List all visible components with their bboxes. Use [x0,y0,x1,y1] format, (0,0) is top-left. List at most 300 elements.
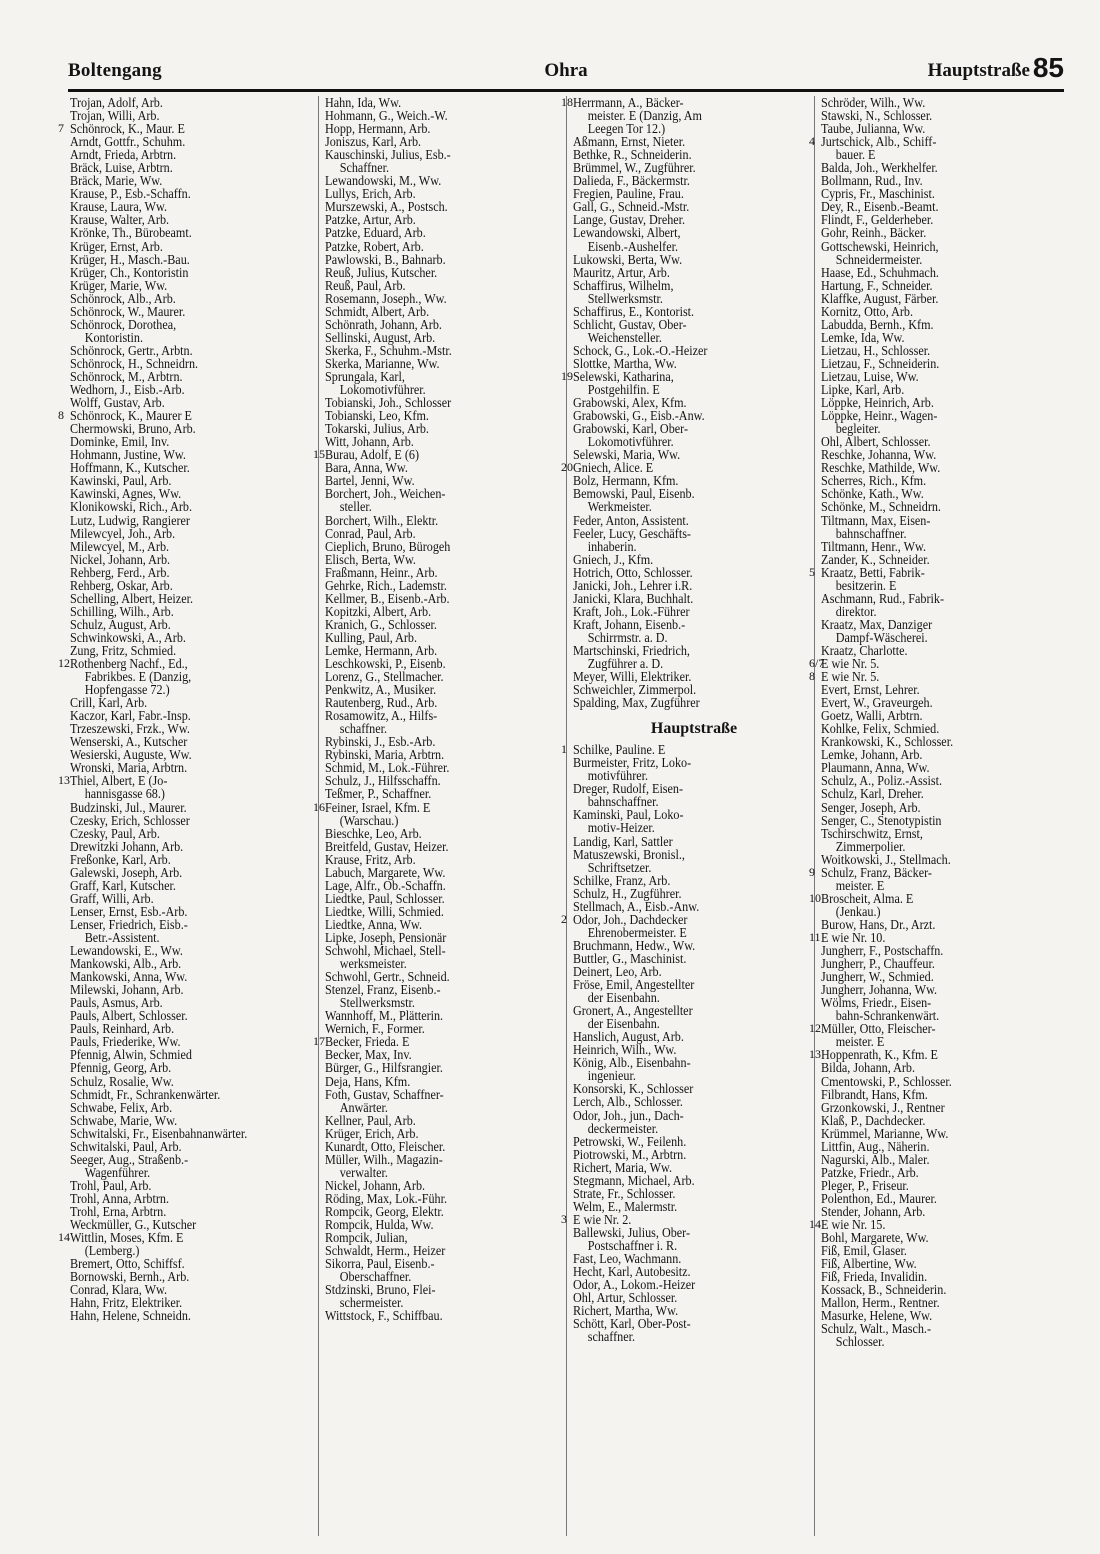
entry-text: Schulz, Walt., Masch.- [821,1321,931,1337]
entry-text: Rybinski, Maria, Arbtrn. [325,747,445,763]
entry-text: Pfennig, Alwin, Schmied [70,1047,193,1063]
entry-text: Bornowski, Bernh., Arb. [70,1269,190,1285]
entry-text: Bruchmann, Hedw., Ww. [573,937,696,953]
entry-text: Meyer, Willi, Elektriker. [573,669,692,685]
entry-text: Joniszus, Karl, Arb. [325,134,422,150]
entry-text: Schulz, Karl, Dreher. [821,786,924,802]
entry-text: Piotrowski, M., Arbtrn. [573,1146,687,1162]
entry-text: Goetz, Walli, Arbtrn. [821,708,923,724]
entry-text: Elisch, Berta, Ww. [325,551,416,567]
entry-text: Trohl, Anna, Arbtrn. [70,1190,169,1206]
entry-text: Rompcik, Georg, Elektr. [325,1203,444,1219]
entry-text: Klaß, P., Dachdecker. [821,1112,926,1128]
entry-text: Kunardt, Otto, Fleischer. [325,1138,446,1154]
entry-text: Zander, K., Schneider. [821,551,930,567]
entry-text: Ballewski, Julius, Ober- [573,1224,691,1240]
entry-text: Patzke, Friedr., Arb. [821,1164,919,1180]
house-number: 15 [313,447,325,462]
entry-text: Skerka, Marianne, Ww. [325,355,440,371]
entry-text: Fraßmann, Heinr., Arb. [325,564,438,580]
entry-text: Gohr, Reinh., Bäcker. [821,225,927,241]
entry-text: Hanslich, August, Arb. [573,1029,684,1045]
entry-text: besitzerin. E [835,577,897,593]
entry-text: Lewandowski, M., Ww. [325,173,442,189]
resident-entry [573,1330,815,1343]
entry-text: Sikorra, Paul, Eisenb.- [325,1256,435,1272]
entry-text: Ehrenobermeister. E [587,924,687,940]
entry-text: Bartel, Jenni, Ww. [325,473,415,489]
entry-text: Kranich, G., Schlosser. [325,616,437,632]
entry-text: bauer. E [835,147,876,163]
entry-text: Gniech, J., Kfm. [573,551,654,567]
entry-text: Lenser, Friedrich, Eisb.- [70,916,188,932]
entry-text: Liedtke, Paul, Schlosser. [325,890,445,906]
entry-text: Schirrmstr. a. D. [587,629,668,645]
entry-text: Milewcyel, Joh., Arb. [70,525,176,541]
entry-text: Borchert, Joh., Weichen- [325,486,446,502]
entry-text: Lokomotivführer. [587,434,674,450]
entry-text: Slottke, Martha, Ww. [573,355,677,371]
entry-text: Ohl, Artur, Schlosser. [573,1290,678,1306]
entry-text: Grzonkowski, J., Rentner [821,1099,945,1115]
entry-text: Müller, Otto, Fleischer- [821,1021,936,1037]
header-rule [68,89,1064,92]
house-number: 11 [809,930,821,944]
entry-text: meister. E [835,877,885,893]
entry-text: Feiner, Israel, Kfm. E [325,799,431,815]
entry-text: Trojan, Adolf, Arb. [70,95,163,110]
entry-text: Selewski, Katharina, [573,368,674,384]
entry-text: begleiter. [835,421,881,437]
entry-text: Deja, Hans, Kfm. [325,1073,411,1089]
entry-text: Trzeszewski, Frzk., Ww. [70,721,190,737]
entry-text: Lietzau, F., Schneiderin. [821,355,940,371]
entry-text: Tschirschwitz, Ernst, [821,825,923,841]
entry-text: Gniech, Alice. E [573,460,654,476]
entry-text: Nagurski, Alb., Maler. [821,1151,930,1167]
entry-text: Borchert, Wilh., Elektr. [325,512,439,528]
entry-text: Kraft, Johann, Eisenb.- [573,616,686,632]
entry-text: Schönrock, M., Arbtrn. [70,368,183,384]
entry-text: Wannhoff, M., Plätterin. [325,1008,444,1024]
entry-text: Weichensteller. [587,329,662,345]
entry-text: Betr.-Assistent. [84,930,160,945]
house-number: 16 [313,799,325,814]
entry-text: Taube, Julianna, Ww. [821,121,926,137]
entry-text: Rompcik, Hulda, Ww. [325,1217,434,1233]
entry-text: Schönrock, K., Maurer E [70,408,192,424]
entry-text: Conrad, Paul, Arb. [325,525,416,541]
header-right-street: Hauptstraße [927,60,1030,81]
entry-text: Welm, E., Malermstr. [573,1198,678,1214]
entry-text: Leschkowski, P., Eisenb. [325,656,446,672]
entry-text: Lange, Gustav, Dreher. [573,212,686,228]
entry-text: E wie Nr. 5. [821,656,880,672]
entry-text: Wolff, Gustav, Arb. [70,395,165,411]
entry-text: Rosamowitz, A., Hilfs- [325,708,438,724]
entry-text: schaffner. [339,721,387,737]
entry-text: Kellner, Paul, Arb. [325,1112,416,1128]
entry-text: Werkmeister. [587,499,652,515]
entry-text: Schött, Karl, Ober-Post- [573,1316,691,1332]
entry-text: Polenthon, Ed., Maurer. [821,1190,937,1206]
entry-text: Schulz, Rosalie, Ww. [70,1073,174,1089]
house-number: 7 [58,121,64,136]
entry-text: König, Alb., Eisenbahn- [573,1055,691,1071]
entry-text: Senger, C., Stenotypistin [821,812,942,828]
entry-text: Schwabe, Marie, Ww. [70,1112,178,1128]
resident-entry [70,1309,316,1322]
entry-text: Matuszewski, Bronisl., [573,846,685,862]
entry-text: Bohl, Margarete, Ww. [821,1230,929,1246]
entry-text: Foth, Gustav, Schaffner- [325,1086,444,1102]
entry-text: Schmid, M., Lok.-Führer. [325,760,450,776]
resident-entry [325,1309,567,1322]
entry-text: Gall, G., Schneid.-Mstr. [573,199,690,215]
entry-text: Landig, Karl, Sattler [573,833,673,849]
entry-text: Tokarski, Julius, Arb. [325,421,429,437]
entry-text: (Warschau.) [339,812,399,828]
entry-text: Wittstock, F., Schiffbau. [325,1308,443,1324]
entry-text: Schaffirus, E., Kontorist. [573,303,695,319]
entry-text: meister. E [835,1034,885,1050]
entry-text: Aschmann, Rud., Fabrik- [821,590,945,606]
entry-text: Hohmann, Justine, Ww. [70,447,186,463]
entry-text: Galewski, Joseph, Arb. [70,864,183,880]
entry-text: Hoppenrath, K., Kfm. E [821,1047,938,1063]
entry-text: Wesierski, Auguste, Ww. [70,747,192,763]
entry-text: Krause, Fritz, Arb. [325,851,416,867]
entry-text: Lipke, Karl, Arb. [821,382,905,398]
entry-text: Penkwitz, A., Musiker. [325,682,437,698]
entry-text: Bremert, Otto, Schiffsf. [70,1256,185,1272]
entry-text: Rothenberg Nachf., Ed., [70,656,188,672]
entry-text: Fast, Leo, Wachmann. [573,1251,682,1267]
entry-text: Lipke, Joseph, Pensionär [325,930,447,945]
entry-text: ingenieur. [587,1068,636,1084]
entry-text: Brümmel, W., Zugführer. [573,160,696,176]
entry-text: schermeister. [339,1295,404,1311]
entry-text: Mankowski, Alb., Arb. [70,956,182,972]
house-number: 14 [58,1230,70,1245]
entry-text: Hecht, Karl, Autobesitz. [573,1264,691,1280]
entry-text: (Lemberg.) [84,1243,140,1259]
entry-text: Deinert, Leo, Arb. [573,964,662,979]
entry-text: Rautenberg, Rud., Arb. [325,695,438,711]
entry-text: Dampf-Wäscherei. [835,629,928,645]
entry-text: Hopp, Hermann, Arb. [325,121,431,137]
entry-text: Trohl, Paul, Arb. [70,1177,152,1193]
entry-text: Leegen Tor 12.) [587,121,666,137]
entry-text: Lewandowski, E., Ww. [70,943,183,959]
entry-text: der Eisenbahn. [587,990,660,1006]
house-number: 17 [313,1034,325,1049]
entry-text: Zugführer a. D. [587,656,664,672]
entry-text: Jungherr, W., Schmied. [821,969,934,985]
entry-text: Krause, Walter, Arb. [70,212,170,228]
entry-text: Hopfengasse 72.) [84,682,170,698]
house-number: 14 [809,1217,821,1232]
entry-text: Lullys, Erich, Arb. [325,186,416,202]
entry-text: Lutz, Ludwig, Rangierer [70,512,190,528]
entry-text: Schlosser. [835,1334,885,1350]
entry-text: werksmeister. [339,956,407,972]
entry-text: Bolz, Hermann, Kfm. [573,473,679,489]
entry-text: Chermowski, Bruno, Arb. [70,421,196,437]
entry-text: Wedhorn, J., Eisb.-Arb. [70,382,185,398]
entry-text: (Jenkau.) [835,903,881,919]
house-number: 10 [809,890,821,905]
entry-text: Reuß, Paul, Arb. [325,277,406,293]
entry-text: der Eisenbahn. [587,1016,660,1032]
entry-text: Broscheit, Alma. E [821,890,914,906]
entry-text: Martschinski, Friedrich, [573,642,690,658]
entry-text: Schönrock, Gertr., Arbtn. [70,342,193,358]
entry-text: Patzke, Eduard, Arb. [325,225,426,241]
entry-text: Schriftsetzer. [587,859,652,875]
entry-text: Burmeister, Fritz, Loko- [573,755,692,771]
entry-text: Schmidt, Albert, Arb. [325,303,430,319]
entry-text: deckermeister. [587,1120,659,1136]
house-number: 12 [58,656,70,671]
entry-text: Kaminski, Paul, Loko- [573,807,684,823]
entry-text: Schönke, M., Schneidrn. [821,499,941,515]
entry-text: Mankowski, Anna, Ww. [70,969,188,985]
entry-text: Schulz, August, Arb. [70,616,171,632]
entry-text: Schelling, Albert, Heizer. [70,590,193,606]
entry-text: Fiß, Frieda, Invalidin. [821,1269,928,1285]
entry-text: Bethke, R., Schneiderin. [573,147,692,163]
entry-text: Bemowski, Paul, Eisenb. [573,486,695,502]
entry-text: Schwohl, Michael, Stell- [325,943,446,959]
entry-text: Lokomotivführer. [339,382,426,398]
house-number: 6/7 [809,656,825,671]
entry-text: Krönke, Th., Bürobeamt. [70,225,192,241]
entry-text: Schneidermeister. [835,251,923,267]
entry-text: Postschaffner i. R. [587,1237,678,1253]
entry-text: Kawinski, Paul, Arb. [70,473,172,489]
entry-text: Skerka, F., Schuhm.-Mstr. [325,342,452,358]
entry-text: Schweichler, Zimmerpol. [573,682,697,698]
entry-text: Murszewski, A., Postsch. [325,199,448,215]
entry-text: Graff, Karl, Kutscher. [70,877,176,893]
entry-text: Krüger, Marie, Ww. [70,277,168,293]
entry-text: Stawski, N., Schlosser. [821,108,933,124]
house-number: 8 [809,669,815,684]
entry-text: Schilling, Wilh., Arb. [70,603,174,619]
entry-text: Müller, Wilh., Magazin- [325,1151,443,1167]
entry-text: Janicki, Joh., Lehrer i.R. [573,577,693,593]
entry-text: Schlicht, Gustav, Ober- [573,316,687,332]
entry-text: Krüger, Erich, Arb. [325,1125,419,1141]
entry-text: Rosemann, Joseph., Ww. [325,290,447,306]
entry-text: Schwitalski, Paul, Arb. [70,1138,182,1154]
entry-text: Grabowski, Karl, Ober- [573,421,688,437]
entry-text: Haase, Ed., Schuhmach. [821,264,939,280]
entry-text: Stellwerksmstr. [339,995,415,1011]
entry-text: Schulz, Franz, Bäcker- [821,864,932,880]
entry-text: Liedtke, Willi, Schmied. [325,903,444,919]
entry-text: Cieplich, Bruno, Bürogeh [325,538,451,554]
entry-text: Buttler, G., Maschinist. [573,950,687,966]
entry-text: direktor. [835,603,877,619]
entry-text: schaffner. [587,1329,635,1345]
entry-text: Arndt, Frieda, Arbtrn. [70,147,177,163]
entry-text: Schwohl, Gertr., Schneid. [325,969,450,985]
entry-text: Woitkowski, J., Stellmach. [821,851,951,867]
entry-text: Jurtschick, Alb., Schiff- [821,134,937,150]
entry-text: Lietzau, Luise, Ww. [821,368,919,384]
entry-text: Schönrock, W., Maurer. [70,303,186,319]
house-number: 18 [561,95,573,109]
entry-text: Schulz, J., Hilfsschaffn. [325,773,441,789]
entry-text: Schönrath, Johann, Arb. [325,316,442,332]
entry-text: Richert, Martha, Ww. [573,1303,679,1319]
entry-text: Jungherr, F., Postschaffn. [821,943,944,959]
entry-text: Kraft, Joh., Lok.-Führer [573,603,690,619]
resident-entry [821,1335,1063,1348]
entry-text: Czesky, Paul, Arb. [70,825,160,841]
entry-text: Kawinski, Agnes, Ww. [70,486,182,502]
entry-text: Patzke, Artur, Arb. [325,212,416,228]
entry-text: Fabrikbes. E (Danzig, [84,669,192,685]
entry-text: Odor, Joh., Dachdecker [573,911,688,927]
entry-text: Conrad, Klara, Ww. [70,1282,168,1298]
entry-text: Hartung, F., Schneider. [821,277,933,293]
entry-text: Gronert, A., Angestellter [573,1003,693,1019]
entry-text: Dominke, Emil, Inv. [70,434,170,450]
entry-text: Crill, Karl, Arb. [70,695,148,711]
entry-text: Löppke, Heinr., Wagen- [821,408,938,424]
page-number: 85 [1032,52,1064,83]
entry-text: Patzke, Robert, Arb. [325,238,424,254]
entry-text: Rompcik, Julian, [325,1230,408,1246]
entry-text: Wölms, Friedr., Eisen- [821,995,932,1011]
entry-text: E wie Nr. 2. [573,1211,632,1227]
entry-text: Schönrock, K., Maur. E [70,121,185,137]
entry-text: Jungherr, Johanna, Ww. [821,982,938,998]
entry-text: Röding, Max, Lok.-Führ. [325,1190,448,1206]
entry-text: Schulz, A., Poliz.-Assist. [821,773,942,789]
entry-text: Kontoristin. [84,329,144,345]
entry-text: Weckmüller, G., Kutscher [70,1217,197,1233]
entry-text: Anwärter. [339,1099,388,1115]
entry-text: Schönke, Kath., Ww. [821,486,924,502]
entry-text: Fregien, Pauline, Frau. [573,186,684,202]
entry-text: Pleger, P., Friseur. [821,1177,909,1193]
entry-text: Schönrock, Dorothea, [70,316,177,332]
entry-text: Teßmer, P., Schaffner. [325,786,432,802]
entry-text: Bräck, Luise, Arbtrn. [70,160,173,176]
entry-text: Arndt, Gottfr., Schuhm. [70,134,186,150]
house-number: 12 [809,1021,821,1036]
entry-text: Pawlowski, B., Bahnarb. [325,251,446,267]
entry-text: Stender, Johann, Arb. [821,1203,926,1219]
entry-text: Tiltmann, Max, Eisen- [821,512,931,528]
entry-text: Stenzel, Franz, Eisenb.- [325,982,441,998]
entry-text: Krüger, Ernst, Arb. [70,238,163,254]
entry-text: Janicki, Klara, Buchhalt. [573,590,694,606]
entry-text: Reuß, Julius, Kutscher. [325,264,438,280]
entry-text: Lukowski, Berta, Ww. [573,251,683,267]
entry-text: Budzinski, Jul., Maurer. [70,799,187,815]
entry-text: Schaffner. [339,160,390,176]
entry-text: Hoffmann, K., Kutscher. [70,460,190,476]
entry-text: Grabowski, Alex, Kfm. [573,395,687,411]
entry-text: hannisgasse 68.) [84,786,165,802]
entry-text: Cypris, Fr., Maschinist. [821,186,935,202]
entry-text: Reschke, Mathilde, Ww. [821,460,941,476]
entry-text: Schilke, Franz, Arb. [573,872,671,888]
entry-text: bahn-Schrankenwärt. [835,1008,940,1024]
entry-text: Mallon, Herm., Rentner. [821,1295,940,1311]
entry-text: Tobianski, Joh., Schlosser [325,395,452,411]
entry-text: Oberschaffner. [339,1269,412,1285]
entry-text: Schwinkowski, A., Arb. [70,629,186,645]
entry-text: Trohl, Erna, Arbtrn. [70,1203,167,1219]
entry-text: Hohmann, G., Weich.-W. [325,108,448,124]
entry-text: Schwitalski, Fr., Eisenbahnanwärter. [70,1125,248,1141]
entry-text: Senger, Joseph, Arb. [821,799,921,815]
entry-text: Pauls, Albert, Schlosser. [70,1008,188,1024]
entry-text: Lage, Alfr., Ob.-Schaffn. [325,877,446,893]
entry-text: Hahn, Ida, Ww. [325,95,402,110]
entry-text: Lemke, Johann, Arb. [821,747,923,763]
entry-text: Herrmann, A., Bäcker- [573,95,684,110]
entry-text: Jungherr, P., Chauffeur. [821,956,935,972]
entry-text: motivführer. [587,768,649,784]
section-heading: Hauptstraße [650,720,738,738]
entry-text: Balda, Joh., Werkhelfer. [821,160,938,176]
entry-text: Pauls, Asmus, Arb. [70,995,163,1011]
entry-text: Tobianski, Leo, Kfm. [325,408,429,424]
entry-text: Kaczor, Karl, Fabr.-Insp. [70,708,191,724]
entry-text: Stegmann, Michael, Arb. [573,1172,695,1188]
entry-text: Liedtke, Anna, Ww. [325,916,423,932]
entry-text: Postgehilfin. E [587,382,660,398]
entry-text: Schönrock, H., Schneidrn. [70,355,199,371]
entry-text: Krankowski, K., Schlosser. [821,734,954,750]
column-4 [809,95,1063,1536]
entry-text: Wronski, Maria, Arbtrn. [70,760,188,776]
entry-text: Stellmach, A., Eisb.-Anw. [573,898,700,914]
entry-text: Pfennig, Georg, Arb. [70,1060,172,1076]
entry-text: Stellwerksmstr. [587,290,663,306]
entry-text: inhaberin. [587,538,637,554]
entry-text: Schaffirus, Wilhelm, [573,277,674,293]
entry-text: Kraatz, Max, Danziger [821,616,933,632]
entry-text: Rehberg, Oskar, Arb. [70,577,173,593]
entry-text: Kellmer, B., Eisenb.-Arb. [325,590,450,606]
entry-text: Witt, Johann, Arb. [325,434,414,450]
entry-text: Kauschinski, Julius, Esb.- [325,147,451,163]
entry-text: Lemke, Ida, Ww. [821,329,905,345]
entry-text: motiv-Heizer. [587,820,655,836]
page-header [68,54,1064,88]
entry-text: Feeler, Lucy, Geschäfts- [573,525,691,541]
entry-text: Reschke, Johanna, Ww. [821,447,937,463]
entry-text: Aßmann, Ernst, Nieter. [573,134,686,150]
entry-text: Gehrke, Rich., Lademstr. [325,577,447,593]
house-number: 5 [809,564,815,579]
entry-text: Schilke, Pauline. E [573,742,666,758]
entry-text: Heinrich, Wilh., Ww. [573,1042,677,1058]
entry-text: Breitfeld, Gustav, Heizer. [325,838,449,854]
entry-text: Kohlke, Felix, Schmied. [821,721,940,737]
entry-text: Kraatz, Betti, Fabrik- [821,564,925,580]
entry-text: Tiltmann, Henr., Ww. [821,538,927,554]
entry-text: Gottschewski, Heinrich, [821,238,939,254]
